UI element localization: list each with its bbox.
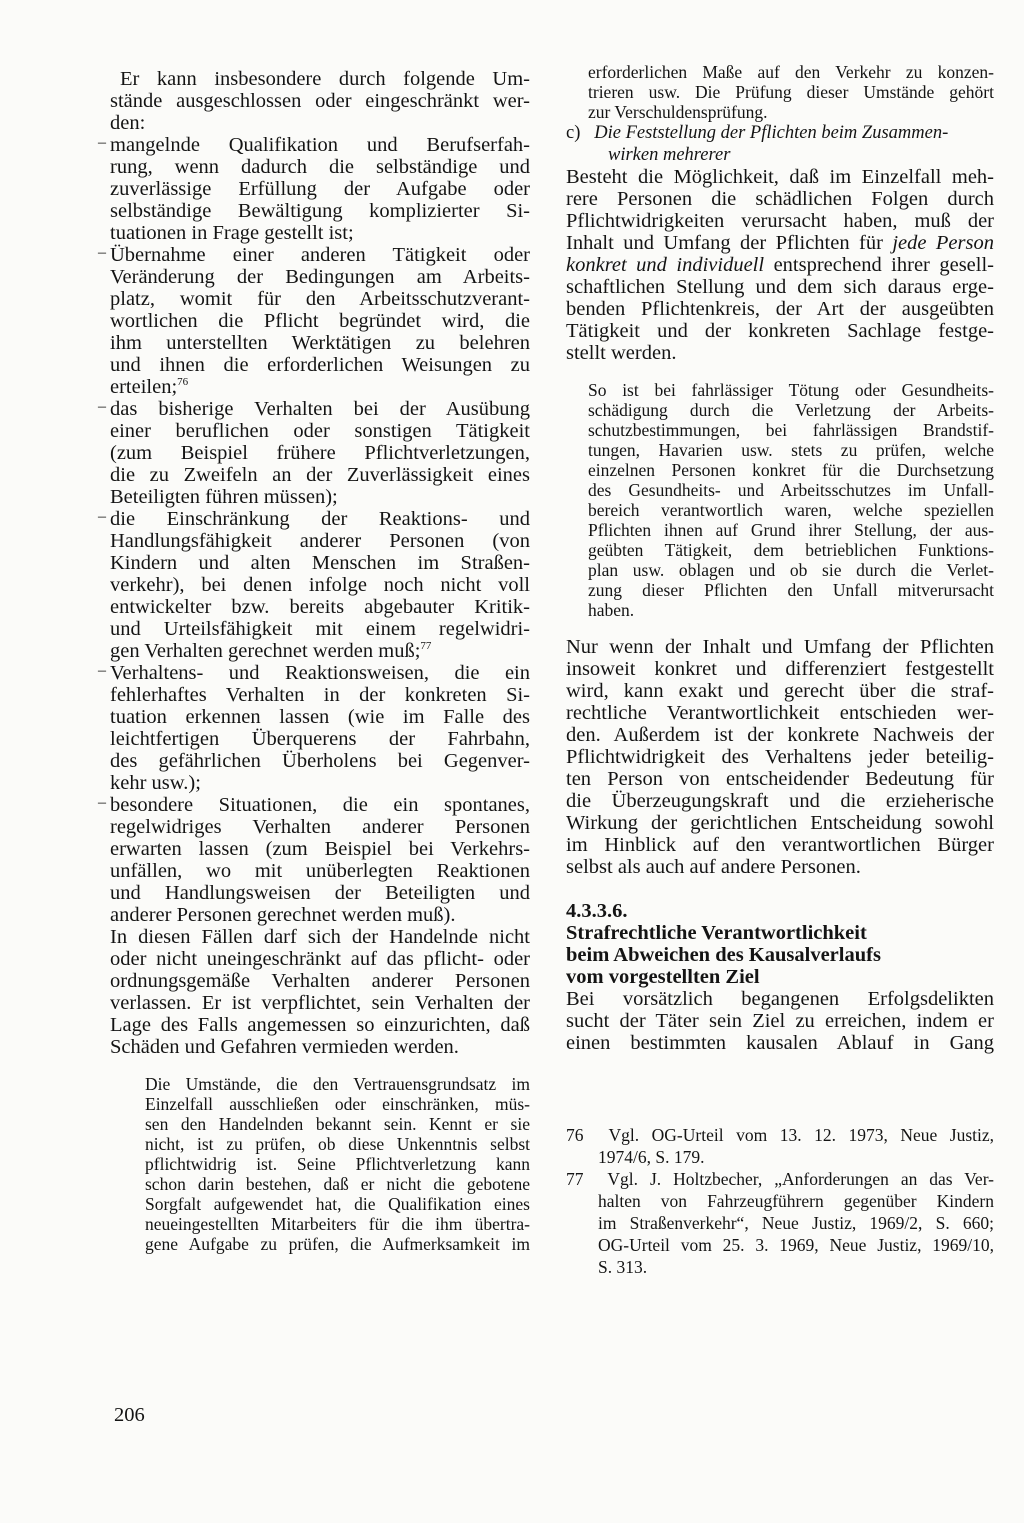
text-line: geübten Tätigkeit, dem betrieblichen Funktions- — [588, 540, 994, 560]
text-line: Sorgfalt aufgewendet hat, die Qualifikation eines — [145, 1194, 530, 1214]
text-line: Beteiligten führen müssen); — [110, 486, 338, 508]
footnote-line: 1974/6, S. 179. — [598, 1147, 705, 1167]
text-line: einen bestimmten kausalen Ablauf in Gang — [566, 1032, 994, 1054]
text-line: verkehr), bei denen infolge noch nicht voll — [110, 574, 530, 596]
text-fragment: entsprechend ihrer gesell- — [764, 254, 994, 276]
list-item — [98, 244, 530, 398]
text-line: Übernahme einer anderen Tätigkeit oder — [110, 244, 530, 266]
text-line: und ihnen die erforderlichen Weisungen zu — [110, 354, 530, 376]
paragraph — [566, 988, 994, 1054]
small-print-block — [588, 380, 994, 620]
text-line: oder nicht uneingeschränkt auf das pflicht- oder — [110, 948, 530, 970]
text-line: Lage des Falls angemessen so einzurichten, daß — [110, 1014, 530, 1036]
text-line: selbst als auch auf andere Personen. — [566, 856, 861, 878]
dash-marker: – — [98, 508, 106, 525]
text-line: und Handlungsweisen der Beteiligten und — [110, 882, 530, 904]
text-line: tungen, Havarien usw. stets zu prüfen, welche — [588, 440, 994, 460]
subheading-text: Die Feststellung der Pflichten beim Zusammen- — [594, 123, 949, 143]
text-line: schaftlichen Stellung und dem sich daraus erge- — [566, 276, 994, 298]
page-number: 206 — [114, 1404, 145, 1426]
section-title-line: vom vorgestellten Ziel — [566, 966, 760, 988]
text-line: In diesen Fällen darf sich der Handelnde nicht — [110, 926, 530, 948]
list-item — [98, 662, 530, 794]
text-line: Nur wenn der Inhalt und Umfang der Pflichten — [566, 636, 994, 658]
text-line: entwickelter bzw. bereits abgebauter Kritik- — [110, 596, 530, 618]
text-line: So ist bei fahrlässiger Tötung oder Gesundheits- — [588, 380, 994, 400]
text-line: (zum Beispiel frühere Pflichtverletzungen, — [110, 442, 530, 464]
text-line: ihm unterstellten Werktätigen zu belehren — [110, 332, 530, 354]
text-line: verlassen. Er ist verpflichtet, sein Verhalten der — [110, 992, 530, 1014]
text-line: leichtfertigen Überquerens der Fahrbahn, — [110, 728, 530, 750]
text-fragment: Vgl. OG-Urteil vom 13. 12. 1973, Neue Justiz, — [608, 1125, 994, 1145]
footnote-ref: 76 — [177, 376, 189, 389]
text-line: die Überzeugungskraft und die erzieherische — [566, 790, 994, 812]
text-line: stände ausgeschlossen oder eingeschränkt wer- — [110, 90, 530, 112]
text-line: rung, wenn dadurch die selbständige und — [110, 156, 530, 178]
footnote — [566, 1124, 994, 1168]
text-line: Handlungsfähigkeit anderer Personen (von — [110, 530, 530, 552]
text-line — [566, 254, 994, 276]
text-line: Veränderung der Bedingungen am Arbeits- — [110, 266, 530, 288]
text-line: Kindern und alten Menschen im Straßen- — [110, 552, 530, 574]
text-line: Pflichtwidrigkeit des Verhaltens jeder beteilig- — [566, 746, 994, 768]
text-line: schutzbestimmungen, bei fahrlässigen Brandstif- — [588, 420, 994, 440]
small-print-block — [145, 1074, 530, 1254]
text-line: Einzelfall ausschließen oder einschränken, müs- — [145, 1094, 530, 1114]
text-line: bereich verantwortlich waren, welche speziellen — [588, 500, 994, 520]
text-line: Pflichten ihnen auf Grund ihrer Stellung, der aus- — [588, 520, 994, 540]
text-line: plan usw. oblagen und ob sie durch die Verlet- — [588, 560, 994, 580]
text-fragment: Inhalt und Umfang der Pflichten für — [566, 232, 893, 254]
text-line: erwarten lassen (zum Beispiel bei Verkehrs- — [110, 838, 530, 860]
text-line: Bei vorsätzlich begangenen Erfolgsdelikten — [566, 988, 994, 1010]
text-line: nicht, ist zu prüfen, ob diese Unkenntnis selbst — [145, 1134, 530, 1154]
text-line — [110, 376, 530, 398]
text-line: ten Person von entscheidender Bedeutung für — [566, 768, 994, 790]
section-heading — [566, 900, 994, 988]
text-line: unfällen, wo mit unüberlegten Reaktionen — [110, 860, 530, 882]
text-line: und Urteilsfähigkeit mit einem regelwidri- — [110, 618, 530, 640]
text-line: regelwidriges Verhalten anderer Personen — [110, 816, 530, 838]
emphasis-text: jede Person — [892, 232, 994, 254]
text-line: zung dieser Pflichten den Unfall mitverursacht — [588, 580, 994, 600]
text-line: anderer Personen gerechnet werden muß). — [110, 904, 456, 926]
list-item — [98, 134, 530, 244]
text-line: schon darin bestehen, daß er nicht die gebotene — [145, 1174, 530, 1194]
text-line: Er kann insbesondere durch folgende Um- — [120, 68, 530, 90]
text-line: des gefährlichen Überholens bei Gegenver- — [110, 750, 530, 772]
left-column — [98, 68, 530, 1254]
text-line: Verhaltens- und Reaktionsweisen, die ein — [110, 662, 530, 684]
text-line: den: — [110, 112, 146, 134]
dash-marker: – — [98, 794, 106, 811]
text-line: die zu Zweifeln an der Zuverlässigkeit eines — [110, 464, 530, 486]
text-line — [566, 232, 994, 254]
text-line: den. Außerdem ist der konkrete Nachweis der — [566, 724, 994, 746]
paragraph — [566, 636, 994, 878]
text-line: zuverlässige Erfüllung der Aufgabe oder — [110, 178, 530, 200]
section-title-line: beim Abweichen des Kausalverlaufs — [566, 944, 881, 966]
bullet-list — [98, 134, 530, 926]
text-fragment: erteilen; — [110, 376, 178, 398]
text-line: gene Aufgabe zu prüfen, die Aufmerksamkeit im — [145, 1234, 530, 1254]
text-line: Besteht die Möglichkeit, daß im Einzelfall meh- — [566, 166, 994, 188]
footnote-line: S. 313. — [598, 1257, 648, 1277]
list-item — [98, 508, 530, 662]
list-item — [98, 794, 530, 926]
dash-marker: – — [98, 662, 106, 679]
text-line: des Gesundheits- und Arbeitsschutzes im Unfall- — [588, 480, 994, 500]
footnote-line — [566, 1168, 994, 1190]
footnote-line: halten von Fahrzeugführern gegenüber Kindern — [598, 1191, 994, 1211]
section-title-line: Strafrechtliche Verantwortlichkeit — [566, 922, 867, 944]
text-fragment: Vgl. J. Holtzbecher, „Anforderungen an das Ver- — [607, 1169, 995, 1189]
subheading — [566, 122, 994, 166]
text-line: Schäden und Gefahren vermieden werden. — [110, 1036, 459, 1058]
right-column — [566, 62, 994, 1278]
text-line: einer beruflichen oder sonstigen Tätigkeit — [110, 420, 530, 442]
text-line: haben. — [588, 600, 635, 620]
text-line: selbständige Bewältigung komplizierter Si- — [110, 200, 530, 222]
footnotes — [566, 1124, 994, 1278]
list-item — [98, 398, 530, 508]
dash-marker: – — [98, 398, 106, 415]
paragraph — [566, 166, 994, 364]
text-line: tuation erkennen lassen (wie im Falle des — [110, 706, 530, 728]
text-line: benden Pflichtenkreis, der Art der ausgeübten — [566, 298, 994, 320]
text-line: rere Personen die schädlichen Folgen durch — [566, 188, 994, 210]
text-line: tuationen in Frage gestellt ist; — [110, 222, 354, 244]
footnote-line: im Straßenverkehr“, Neue Justiz, 1969/2, S. 660; — [598, 1213, 994, 1233]
text-fragment: gen Verhalten gerechnet werden muß; — [110, 640, 421, 662]
text-line: stellt werden. — [566, 342, 677, 364]
text-line — [110, 640, 530, 662]
footnote-number: 77 — [566, 1169, 584, 1189]
text-line: Wirkung der gerichtlichen Entscheidung sowohl — [566, 812, 994, 834]
text-line: Pflichtwidrigkeiten verursacht haben, muß der — [566, 210, 994, 232]
subheading-line — [566, 122, 994, 144]
text-line: wird, kann exakt und gerecht über die straf- — [566, 680, 994, 702]
text-line: Die Umstände, die den Vertrauensgrundsatz im — [145, 1074, 530, 1094]
text-line: trieren usw. Die Prüfung dieser Umstände gehört — [588, 82, 994, 102]
text-line: wortlichen die Pflicht begründet wird, die — [110, 310, 530, 332]
section-number: 4.3.3.6. — [566, 900, 628, 922]
text-line: schädigung durch die Verletzung der Arbeits- — [588, 400, 994, 420]
footnote-number: 76 — [566, 1125, 584, 1145]
small-print-continuation — [588, 62, 994, 122]
text-line: erforderlichen Maße auf den Verkehr zu konzen- — [588, 62, 994, 82]
text-line: Tätigkeit und der konkreten Sachlage festge- — [566, 320, 994, 342]
text-line: pflichtwidrig ist. Seine Pflichtverletzung kann — [145, 1154, 530, 1174]
emphasis-text: konkret und individuell — [566, 254, 765, 276]
text-line: fehlerhaftes Verhalten in der konkreten Si- — [110, 684, 530, 706]
dash-marker: – — [98, 134, 106, 151]
footnote — [566, 1168, 994, 1278]
footnote-line — [566, 1124, 994, 1146]
dash-marker: – — [98, 244, 106, 261]
text-line: zur Verschuldensprüfung. — [588, 102, 768, 122]
text-line: sen den Handelnden bekannt sein. Kennt er sie — [145, 1114, 530, 1134]
footnote-line: OG-Urteil vom 25. 3. 1969, Neue Justiz, 1969/10, — [598, 1235, 994, 1255]
text-line: ordnungsgemäße Verhalten anderer Personen — [110, 970, 530, 992]
footnote-ref: 77 — [420, 640, 432, 653]
closing-paragraph — [110, 926, 530, 1058]
text-line: besondere Situationen, die ein spontanes, — [110, 794, 530, 816]
text-line: kehr usw.); — [110, 772, 201, 794]
text-line: platz, womit für den Arbeitsschutzverant- — [110, 288, 530, 310]
text-line: mangelnde Qualifikation und Berufserfah- — [110, 134, 530, 156]
text-line: das bisherige Verhalten bei der Ausübung — [110, 398, 530, 420]
text-line: rechtliche Verantwortlichkeit entschieden wer- — [566, 702, 994, 724]
text-line: im Hinblick auf den verantwortlichen Bürger — [566, 834, 994, 856]
subheading-label: c) — [566, 123, 581, 143]
text-line: einzelnen Personen konkret für die Durchsetzung — [588, 460, 994, 480]
text-line: insoweit konkret und differenziert festgestellt — [566, 658, 994, 680]
text-line: sucht der Täter sein Ziel zu erreichen, indem er — [566, 1010, 994, 1032]
subheading-line: wirken mehrerer — [608, 145, 731, 165]
text-line: die Einschränkung der Reaktions- und — [110, 508, 530, 530]
intro-paragraph — [110, 68, 530, 134]
text-line: neueingestellten Mitarbeiters für die ihm übertra- — [145, 1214, 530, 1234]
